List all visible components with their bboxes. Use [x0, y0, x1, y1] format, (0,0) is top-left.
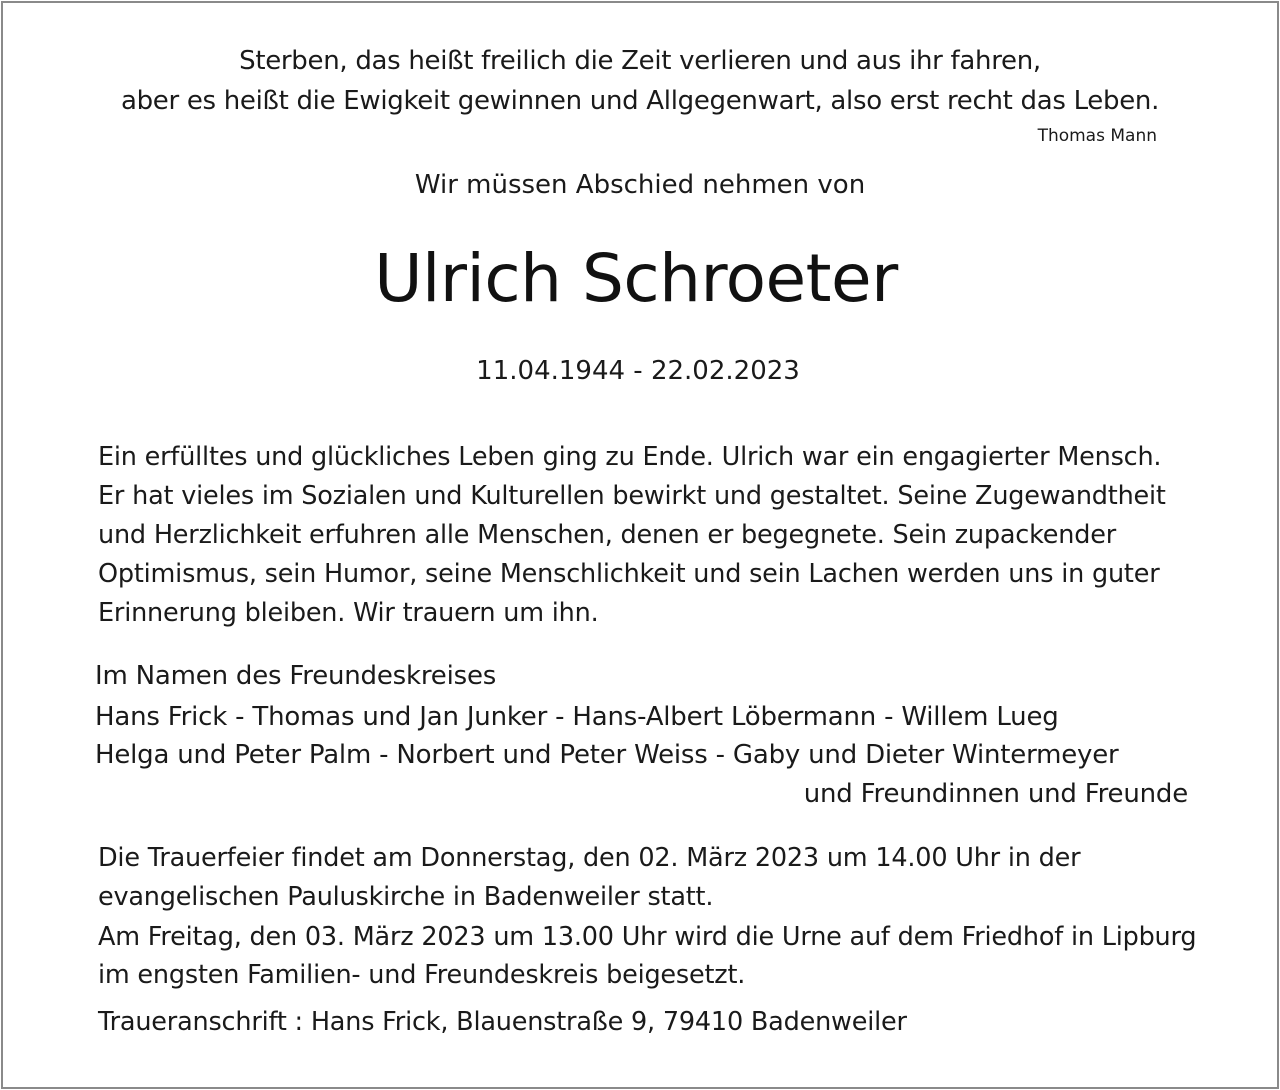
quote-author: Thomas Mann [1037, 126, 1157, 146]
signature-closing: und Freundinnen und Freunde [803, 779, 1188, 809]
funeral-line-1: Die Trauerfeier findet am Donnerstag, den 02. März 2023 um 14.00 Uhr in der [98, 843, 1081, 873]
quote-line-2: aber es heißt die Ewigkeit gewinnen und Allgegenwart, also erst recht das Leben. [120, 86, 1160, 116]
burial-line-1: Am Freitag, den 03. März 2023 um 13.00 Uhr wird die Urne auf dem Friedhof in Lipburg [98, 922, 1197, 952]
burial-line-2: im engsten Familien- und Freundeskreis beigesetzt. [98, 960, 746, 990]
signature-line-1: Hans Frick - Thomas und Jan Junker - Hans-Albert Löbermann - Willem Lueg [95, 702, 1059, 732]
signature-line-2: Helga und Peter Palm - Norbert und Peter Weiss - Gaby und Dieter Wintermeyer [95, 740, 1119, 770]
intro-text: Wir müssen Abschied nehmen von [414, 170, 866, 200]
funeral-line-2: evangelischen Pauluskirche in Badenweiler statt. [98, 882, 714, 912]
deceased-name: Ulrich Schroeter [374, 240, 898, 317]
tribute-line-2: Er hat vieles im Sozialen und Kulturellen bewirkt und gestaltet. Seine Zugewandtheit [98, 481, 1166, 511]
quote-line-1: Sterben, das heißt freilich die Zeit verlieren und aus ihr fahren, [239, 46, 1041, 76]
tribute-line-3: und Herzlichkeit erfuhren alle Menschen, denen er begegnete. Sein zupackender [98, 520, 1116, 550]
life-dates: 11.04.1944 - 22.02.2023 [476, 356, 800, 386]
signature-heading: Im Namen des Freundeskreises [95, 661, 497, 691]
mourning-address: Traueranschrift : Hans Frick, Blauenstraße 9, 79410 Badenweiler [98, 1007, 907, 1037]
tribute-line-5: Erinnerung bleiben. Wir trauern um ihn. [98, 598, 599, 628]
tribute-line-1: Ein erfülltes und glückliches Leben ging zu Ende. Ulrich war ein engagierter Mensch. [98, 442, 1162, 472]
tribute-line-4: Optimismus, sein Humor, seine Menschlichkeit und sein Lachen werden uns in guter [98, 559, 1160, 589]
